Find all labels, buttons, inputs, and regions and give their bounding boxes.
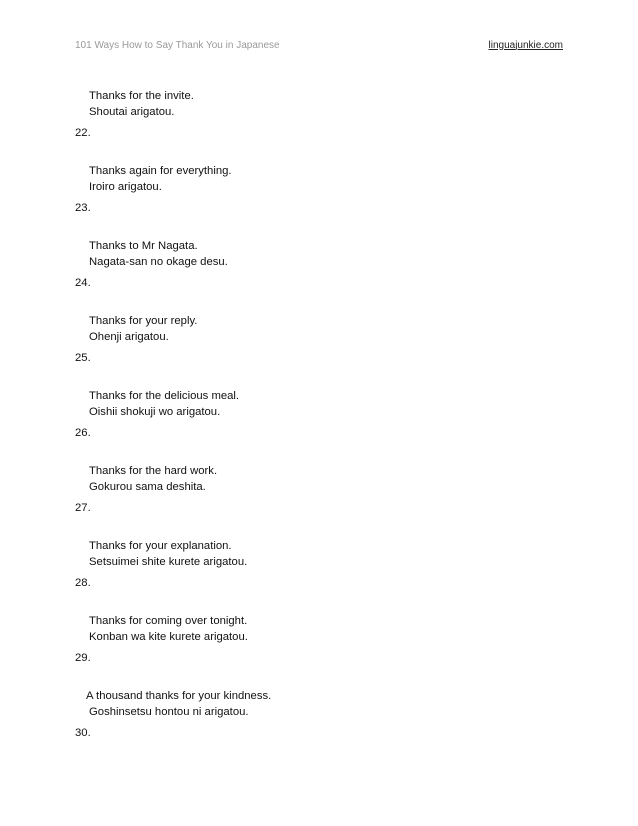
- phrase-entry: [75, 163, 565, 201]
- entry-number: 24.: [75, 277, 91, 289]
- english-phrase: Thanks for the hard work.: [89, 465, 218, 477]
- phrase-entry: [75, 538, 565, 576]
- entry-number: 29.: [75, 652, 91, 664]
- phrase-entry: [75, 688, 565, 726]
- phrase-entry: [75, 238, 565, 276]
- japanese-phrase: Shoutai arigatou.: [89, 106, 175, 119]
- entry-number: 22.: [75, 127, 91, 139]
- english-phrase: A thousand thanks for your kindness.: [86, 690, 272, 702]
- japanese-phrase: Iroiro arigatou.: [89, 181, 162, 194]
- entry-number: 26.: [75, 427, 91, 439]
- page-header: [75, 38, 563, 52]
- entry-number: 30.: [75, 727, 91, 739]
- japanese-phrase: Konban wa kite kurete arigatou.: [89, 631, 248, 644]
- phrase-list: [75, 88, 565, 763]
- japanese-phrase: Nagata-san no okage desu.: [89, 256, 228, 269]
- phrase-entry: [75, 613, 565, 651]
- english-phrase: Thanks again for everything.: [89, 165, 232, 177]
- entry-number: 27.: [75, 502, 91, 514]
- japanese-phrase: Oishii shokuji wo arigatou.: [89, 406, 221, 419]
- entry-number: 25.: [75, 352, 91, 364]
- site-link[interactable]: linguajunkie.com: [488, 39, 563, 51]
- phrase-entry: [75, 463, 565, 501]
- japanese-phrase: Setsuimei shite kurete arigatou.: [89, 556, 248, 569]
- english-phrase: Thanks for the delicious meal.: [89, 390, 240, 402]
- japanese-phrase: Goshinsetsu hontou ni arigatou.: [89, 706, 249, 719]
- english-phrase: Thanks for the invite.: [89, 90, 194, 102]
- phrase-entry: [75, 388, 565, 426]
- entry-number: 28.: [75, 577, 91, 589]
- english-phrase: Thanks for your explanation.: [89, 540, 232, 552]
- japanese-phrase: Gokurou sama deshita.: [89, 481, 206, 494]
- document-title: 101 Ways How to Say Thank You in Japanese: [75, 39, 280, 51]
- english-phrase: Thanks to Mr Nagata.: [89, 240, 198, 252]
- entry-number: 23.: [75, 202, 91, 214]
- phrase-entry: [75, 313, 565, 351]
- english-phrase: Thanks for your reply.: [89, 315, 198, 327]
- phrase-entry: [75, 88, 565, 126]
- english-phrase: Thanks for coming over tonight.: [89, 615, 248, 627]
- japanese-phrase: Ohenji arigatou.: [89, 331, 169, 344]
